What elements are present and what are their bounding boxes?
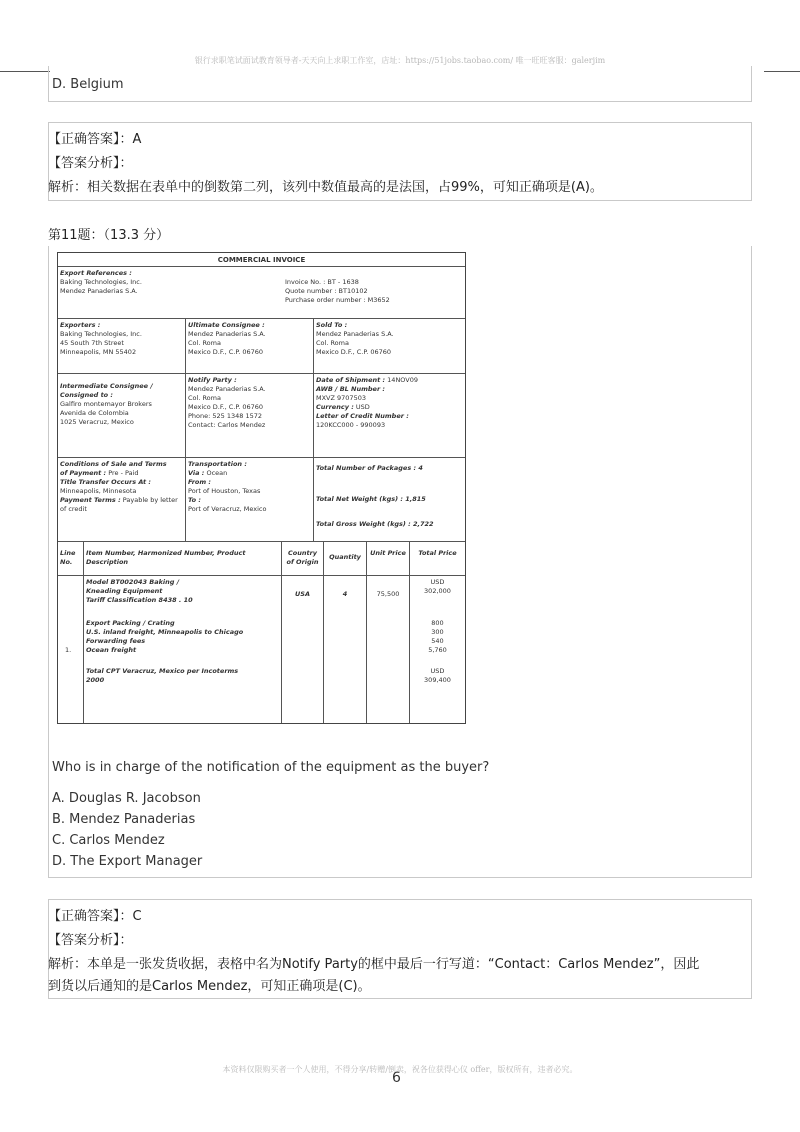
item-country: USA — [281, 576, 323, 723]
header-watermark: 银行求职笔试面试教育领导者-天天向上求职工作室，店址：https://51jobs.taobao.com/ 唯一旺旺客服：galerjim — [194, 56, 606, 65]
item-model-2: Kneading Equipment — [86, 587, 163, 595]
title-transfer-label: Title Transfer Occurs At : — [60, 478, 152, 486]
analysis-label: 【答案分析】： — [48, 933, 133, 948]
payment-terms-label: Payment Terms : — [60, 496, 121, 504]
item-unit-price: 75,500 — [366, 576, 409, 723]
notify-line: Col. Roma — [188, 394, 221, 402]
item-extra: U.S. inland freight, Minneapolis to Chicago — [86, 628, 244, 636]
to-value: Port of Veracruz, Mexico — [188, 505, 267, 513]
currency-label: Currency : — [316, 403, 354, 411]
to-label: To : — [188, 496, 201, 504]
purchase-order: Purchase order number : M3652 — [285, 296, 390, 304]
extra-price: 300 — [431, 628, 444, 636]
consigned-to-label: Consigned to : — [60, 391, 113, 399]
commercial-invoice — [57, 252, 466, 724]
item-extra: Export Packing / Crating — [86, 619, 175, 627]
exporters-line: Minneapolis, MN 55402 — [60, 348, 137, 356]
header-item: Item Number, Harmonized Number, Product Description — [83, 542, 281, 575]
export-ref-line: Mendez Panaderias S.A. — [60, 287, 138, 295]
notify-line: Mendez Panaderias S.A. — [188, 385, 266, 393]
page-number: 6 — [392, 1070, 401, 1086]
sold-to-line: Mexico D.F., C.P. 06760 — [316, 348, 392, 356]
currency-value: USD — [355, 403, 370, 411]
intermediate-line: Galfiro montemayor Brokers — [60, 400, 152, 408]
item-quantity: 4 — [323, 576, 366, 723]
item-extra: Ocean freight — [86, 646, 137, 654]
prev-analysis-label: 【答案分析】： — [48, 156, 133, 171]
intermediate-line: Avenida de Colombia — [60, 409, 129, 417]
question-text: Who is in charge of the notification of the equipment as the buyer? — [52, 760, 490, 775]
item-total-cpt-2: 2000 — [86, 676, 105, 684]
total-gross-weight: Total Gross Weight (kgs) : 2,722 — [316, 520, 434, 528]
via-label: Via : — [188, 469, 205, 477]
invoice-row-terms — [58, 457, 465, 541]
analysis-text-line2: 到货以后通知的是Carlos Mendez，可知正确项是(C)。 — [48, 979, 371, 994]
item-currency: USD — [430, 578, 445, 586]
invoice-table-body — [58, 575, 465, 723]
sold-to-line: Col. Roma — [316, 339, 349, 347]
notify-line: Phone: 525 1348 1572 — [188, 412, 263, 420]
exporters-line: 45 South 7th Street — [60, 339, 124, 347]
prev-analysis-text: 解析：相关数据在表单中的倒数第二列，该列中数值最高的是法国，占99%，可知正确项是(A)。 — [48, 180, 603, 195]
correct-answer: 【正确答案】：C — [48, 909, 142, 924]
invoice-title: COMMERCIAL INVOICE — [217, 256, 306, 264]
option-a[interactable]: A. Douglas R. Jacobson — [52, 791, 201, 806]
option-d[interactable]: D. The Export Manager — [52, 854, 203, 869]
conditions-value: Pre - Paid — [108, 469, 139, 477]
shipment-date: 14NOV09 — [387, 376, 419, 384]
shipment-date-label: Date of Shipment : — [316, 376, 386, 384]
quote-number: Quote number : BT10102 — [285, 287, 368, 295]
awb-label: AWB / BL Number : — [316, 385, 386, 393]
option-c[interactable]: C. Carlos Mendez — [52, 833, 165, 848]
intermediate-label: Intermediate Consignee / — [60, 382, 153, 390]
item-total-cpt: Total CPT Veracruz, Mexico per Incoterms — [86, 667, 239, 675]
header-country: Country of Origin — [281, 542, 323, 575]
invoice-number: Invoice No. : BT - 1638 — [285, 278, 359, 286]
item-total-price: 302,000 — [424, 587, 451, 595]
transportation-label: Transportation : — [188, 460, 247, 468]
title-transfer-value: Minneapolis, Minnesota — [60, 487, 137, 495]
payment-terms-value: Payable by letter of credit — [60, 496, 178, 513]
ultimate-consignee-label: Ultimate Consignee : — [188, 321, 265, 329]
header-quantity: Quantity — [323, 542, 366, 575]
exporters-label: Exporters : — [60, 321, 101, 329]
extra-price: 540 — [431, 637, 444, 645]
option-b[interactable]: B. Mendez Panaderias — [52, 812, 196, 827]
prev-correct-answer: 【正确答案】：A — [48, 132, 142, 147]
via-value: Ocean — [206, 469, 228, 477]
question-title: 第11题：（13.3 分） — [48, 228, 170, 243]
sold-to-label: Sold To : — [316, 321, 348, 329]
notify-line: Mexico D.F., C.P. 06760 — [188, 403, 264, 411]
grand-total-currency: USD — [430, 667, 445, 675]
from-value: Port of Houston, Texas — [188, 487, 261, 495]
item-extra: Forwarding fees — [86, 637, 146, 645]
payment-of-label: of Payment : — [60, 469, 107, 477]
invoice-row-notify — [58, 373, 465, 457]
ultimate-line: Mendez Panaderias S.A. — [188, 330, 266, 338]
item-line-no: 1. — [65, 646, 72, 654]
awb-number: MXVZ 9707503 — [316, 394, 366, 402]
invoice-row-references — [58, 266, 465, 318]
notify-party-label: Notify Party : — [188, 376, 237, 384]
extra-price: 5,760 — [428, 646, 447, 654]
prev-question-box — [48, 66, 752, 102]
header-total-price: Total Price — [409, 542, 465, 575]
conditions-label: Conditions of Sale and Terms — [60, 460, 167, 468]
loc-label: Letter of Credit Number : — [316, 412, 409, 420]
total-net-weight: Total Net Weight (kgs) : 1,815 — [316, 495, 426, 503]
exporters-line: Baking Technologies, Inc. — [60, 330, 142, 338]
notify-contact: Contact: Carlos Mendez — [188, 421, 266, 429]
from-label: From : — [188, 478, 212, 486]
prev-option-d[interactable]: D. Belgium — [52, 77, 124, 92]
header-line-no: Line No. — [60, 549, 76, 566]
header-rule-left — [0, 71, 50, 72]
header-unit-price: Unit Price — [366, 542, 409, 575]
ultimate-line: Mexico D.F., C.P. 06760 — [188, 348, 264, 356]
invoice-row-parties — [58, 318, 465, 373]
footer-watermark: 本资料仅限购买者一个人使用，不得分享/转赠/倒卖，祝各位获得心仪 offer，版权所有，违者必究。 — [222, 1065, 578, 1074]
grand-total: 309,400 — [424, 676, 451, 684]
item-tariff: Tariff Classification 8438 . 10 — [86, 596, 193, 604]
export-ref-line: Baking Technologies, Inc. — [60, 278, 142, 286]
item-model: Model BT002043 Baking / — [86, 578, 180, 586]
intermediate-line: 1025 Veracruz, Mexico — [60, 418, 134, 426]
ultimate-line: Col. Roma — [188, 339, 221, 347]
analysis-text-line1: 解析：本单是一张发货收据，表格中名为Notify Party的框中最后一行写道：“Contact：Carlos Mendez”，因此 — [48, 957, 700, 972]
header-rule-right — [764, 71, 800, 72]
invoice-table-header — [58, 541, 465, 575]
export-references-label: Export References : — [60, 269, 132, 277]
sold-to-line: Mendez Panaderias S.A. — [316, 330, 394, 338]
extra-price: 800 — [431, 619, 444, 627]
loc-number: 120KCC000 - 990093 — [316, 421, 386, 429]
total-packages: Total Number of Packages : 4 — [316, 464, 423, 472]
